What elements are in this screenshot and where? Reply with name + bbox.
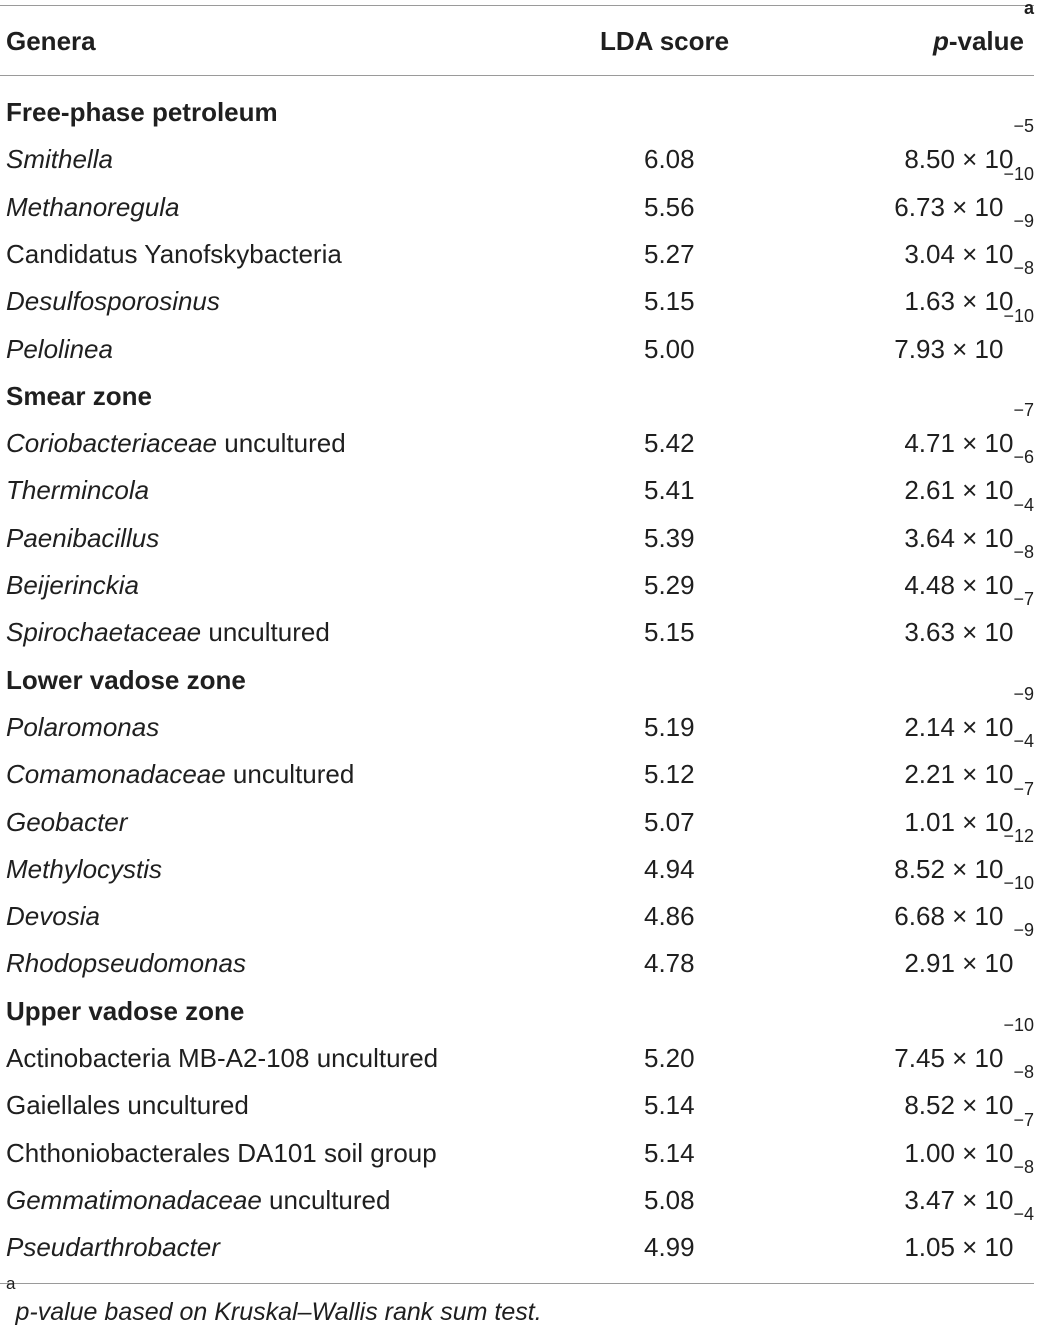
top-rule — [0, 5, 1034, 6]
lda-score: 4.94 — [644, 853, 695, 884]
p-value: $2.14 \times 10^{-9}$ — [904, 683, 1034, 742]
group-name: Lower vadose zone — [6, 664, 246, 695]
genus-name: Spirochaetaceae uncultured — [6, 617, 330, 648]
p-value: $7.93 \times 10^{-10}$ — [894, 305, 1034, 364]
genus-name: Coriobacteriaceae uncultured — [6, 428, 346, 459]
group-name: Free-phase petroleum — [6, 97, 278, 127]
p-value: $3.64 \times 10^{-4}$ — [904, 494, 1034, 553]
genus-name: Smithella — [6, 144, 113, 175]
table-row — [0, 920, 1040, 987]
genus-name: Beijerinckia — [6, 570, 139, 600]
genus-name: Pelolinea — [6, 333, 113, 364]
header-p-value: p-value$^a$ — [932, 0, 1034, 56]
p-value: $4.71 \times 10^{-7}$ — [904, 400, 1034, 459]
lda-score: 5.14 — [644, 1137, 695, 1168]
p-value: $6.73 \times 10^{-10}$ — [894, 163, 1034, 222]
p-value: $1.00 \times 10^{-7}$ — [904, 1109, 1034, 1168]
p-value: $1.01 \times 10^{-7}$ — [904, 778, 1034, 837]
genus-name: Gemmatimonadaceae uncultured — [6, 1184, 391, 1215]
header-genera: Genera — [6, 26, 96, 56]
p-value: $2.61 \times 10^{-6}$ — [904, 447, 1034, 506]
p-value: $3.04 \times 10^{-9}$ — [904, 210, 1034, 269]
genus-name: Candidatus Yanofskybacteria — [6, 238, 342, 269]
p-value: $3.47 \times 10^{-8}$ — [904, 1156, 1034, 1215]
group-header-row — [0, 657, 1040, 704]
table-row — [0, 683, 1040, 751]
p-value: $7.45 \times 10^{-10}$ — [894, 1015, 1034, 1073]
header-rule — [0, 75, 1034, 76]
lda-score: 5.39 — [644, 522, 695, 553]
lda-score: 5.07 — [644, 806, 695, 837]
table-row — [0, 1062, 1040, 1129]
lda-score: 4.99 — [644, 1232, 695, 1263]
lda-score: 5.00 — [644, 333, 695, 364]
group-header-row — [0, 988, 1040, 1035]
table-row — [0, 258, 1040, 325]
genus-name: Gaiellales uncultured — [6, 1090, 249, 1121]
table-row — [0, 305, 1040, 373]
p-value: $8.52 \times 10^{-12}$ — [894, 825, 1034, 884]
group-name: Upper vadose zone — [6, 995, 245, 1026]
group-header-row — [0, 373, 1040, 420]
genus-name: Methanoregula — [6, 191, 180, 222]
lda-score: 5.14 — [644, 1090, 695, 1121]
lda-score: 5.42 — [644, 428, 695, 459]
footnote: $^a$p-value based on Kruskal–Wallis rank sum test. — [6, 1274, 542, 1326]
lda-score: 6.08 — [644, 144, 695, 175]
table-row — [0, 731, 1040, 798]
genus-name: Comamonadaceae uncultured — [6, 759, 355, 790]
lda-score: 5.27 — [644, 238, 695, 269]
table-row — [0, 873, 1040, 940]
lda-score: 5.15 — [644, 617, 695, 648]
p-value: $8.50 \times 10^{-5}$ — [904, 116, 1034, 175]
table-row — [0, 542, 1040, 609]
p-value: $3.63 \times 10^{-7}$ — [904, 589, 1034, 648]
table-row — [0, 400, 1040, 467]
genus-name: Geobacter — [6, 806, 128, 837]
lda-score: 5.19 — [644, 711, 695, 742]
genus-name: Actinobacteria MB-A2-108 uncultured — [6, 1043, 439, 1073]
table-row — [0, 210, 1040, 278]
lda-score: 4.78 — [644, 948, 695, 979]
header-row — [0, 0, 1040, 65]
lda-score: 5.41 — [644, 475, 695, 506]
group-header-row — [0, 89, 1040, 136]
p-value: $4.48 \times 10^{-8}$ — [904, 542, 1034, 600]
genus-name: Thermincola — [6, 475, 150, 506]
genus-name: Desulfosporosinus — [6, 286, 220, 317]
table-row — [0, 1156, 1040, 1224]
genus-name: Polaromonas — [6, 711, 160, 742]
lda-score: 5.56 — [644, 191, 695, 222]
bottom-rule — [0, 1283, 1034, 1284]
table-row — [0, 825, 1040, 893]
genus-name: Devosia — [6, 901, 100, 932]
p-value: $1.05 \times 10^{-4}$ — [904, 1204, 1034, 1263]
table-row — [0, 447, 1040, 514]
p-value: $2.21 \times 10^{-4}$ — [904, 731, 1034, 790]
p-value: $6.68 \times 10^{-10}$ — [894, 873, 1034, 932]
table-row — [0, 494, 1040, 562]
table-row — [0, 1204, 1040, 1271]
lda-score: 5.29 — [644, 570, 695, 600]
table-row — [0, 1015, 1040, 1082]
lda-score: 5.08 — [644, 1184, 695, 1215]
table-row — [0, 589, 1040, 656]
group-name: Smear zone — [6, 380, 152, 411]
p-value: $2.91 \times 10^{-9}$ — [904, 920, 1034, 979]
genus-name: Rhodopseudomonas — [6, 948, 246, 979]
lda-score: 4.86 — [644, 901, 695, 932]
lda-score: 5.15 — [644, 286, 695, 317]
genus-name: Pseudarthrobacter — [6, 1232, 220, 1263]
genus-name: Methylocystis — [6, 853, 163, 884]
table-row — [0, 778, 1040, 846]
lda-score: 5.20 — [644, 1043, 695, 1073]
p-value: $1.63 \times 10^{-8}$ — [904, 258, 1034, 317]
genus-name: Paenibacillus — [6, 522, 160, 553]
table-row — [0, 116, 1040, 183]
table-row — [0, 1109, 1040, 1177]
p-value: $8.52 \times 10^{-8}$ — [904, 1062, 1034, 1121]
lda-score: 5.12 — [644, 759, 695, 790]
genus-name: Chthoniobacterales DA101 soil group — [6, 1137, 437, 1168]
table-row — [0, 163, 1040, 231]
header-lda-score: LDA score — [600, 26, 730, 56]
